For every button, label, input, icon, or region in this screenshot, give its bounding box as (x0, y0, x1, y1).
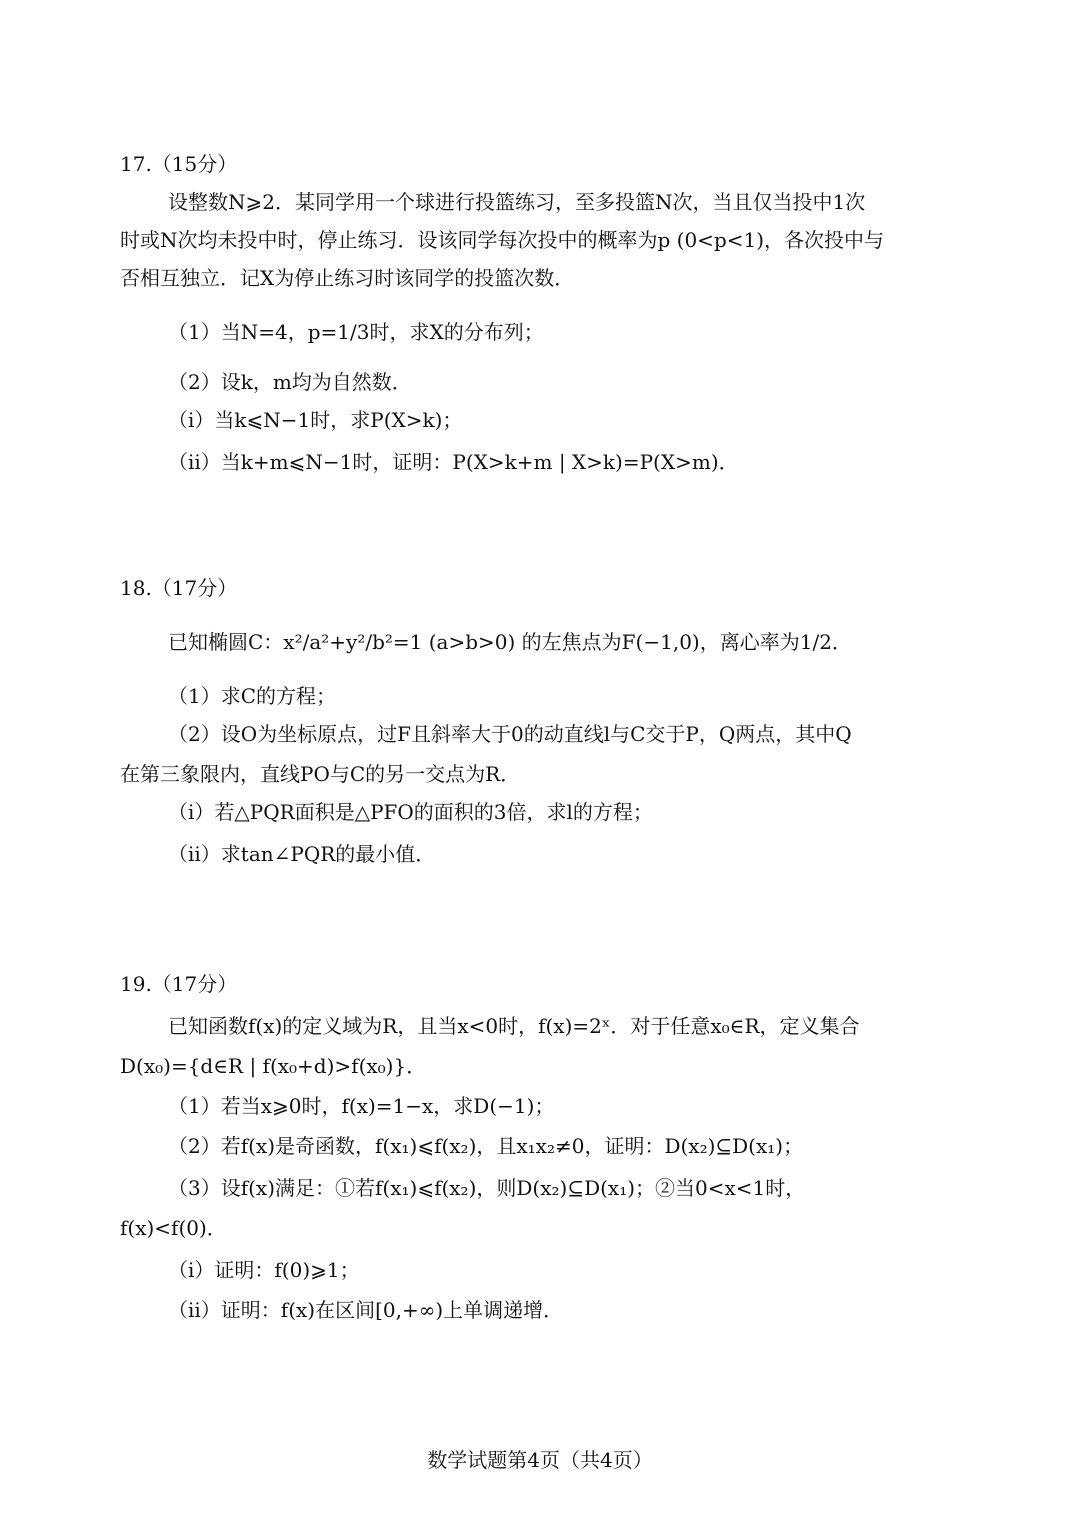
sub-question: （2）设k，m均为自然数． (168, 370, 412, 394)
question-heading: 19.（17分） (120, 972, 238, 996)
question-heading: 17.（15分） (120, 152, 238, 176)
sub-question: （1）若当x⩾0时，f(x)=1−x，求D(−1)； (168, 1094, 555, 1118)
question-text-line: 时或N次均未投中时，停止练习．设该同学每次投中的概率为p (0<p<1)，各次投中与 (120, 228, 885, 252)
question-text-line: f(x)<f(0)． (120, 1216, 227, 1240)
question-text-line: 已知函数f(x)的定义域为R，且当x<0时，f(x)=2ˣ．对于任意x₀∈R，定义集合 (168, 1014, 860, 1038)
page-footer: 数学试题第4页（共4页） (427, 1448, 653, 1472)
sub-question: （1）当N=4，p=1/3时，求X的分布列； (168, 320, 544, 344)
sub-question: （3）设f(x)满足：①若f(x₁)⩽f(x₂)，则D(x₂)⊆D(x₁)；②当0<x<1时， (168, 1176, 806, 1200)
sub-question: （2）设O为坐标原点，过F且斜率大于0的动直线l与C交于P，Q两点，其中Q (168, 722, 852, 746)
sub-question: （ⅰ）若△PQR面积是△PFO的面积的3倍，求l的方程； (168, 800, 653, 824)
sub-question: （ⅰ）当k⩽N−1时，求P(X>k)； (168, 408, 463, 432)
sub-question: （ⅱ）求tan∠PQR的最小值． (168, 842, 436, 866)
sub-question: （ⅱ）证明：f(x)在区间[0,+∞)上单调递增． (168, 1298, 564, 1322)
sub-question: （2）若f(x)是奇函数，f(x₁)⩽f(x₂)，且x₁x₂≠0，证明：D(x₂)⊆D(x₁)； (168, 1134, 804, 1158)
question-text-line: 已知椭圆C：x²/a²+y²/b²=1 (a>b>0) 的左焦点为F(−1,0)，离心率为1/2． (168, 630, 852, 654)
question-text-line: 在第三象限内，直线PO与C的另一交点为R． (120, 762, 521, 786)
question-heading: 18.（17分） (120, 576, 238, 600)
question-text-line: 设整数N⩾2．某同学用一个球进行投篮练习，至多投篮N次，当且仅当投中1次 (168, 190, 866, 214)
sub-question: （1）求C的方程； (168, 684, 337, 708)
sub-question: （ⅱ）当k+m⩽N−1时，证明：P(X>k+m | X>k)=P(X>m)． (168, 450, 739, 474)
sub-question: （ⅰ）证明：f(0)⩾1； (168, 1258, 360, 1282)
question-text-line: D(x₀)={d∈R | f(x₀+d)>f(x₀)}． (120, 1054, 427, 1078)
question-text-line: 否相互独立．记X为停止练习时该同学的投篮次数． (120, 266, 575, 290)
